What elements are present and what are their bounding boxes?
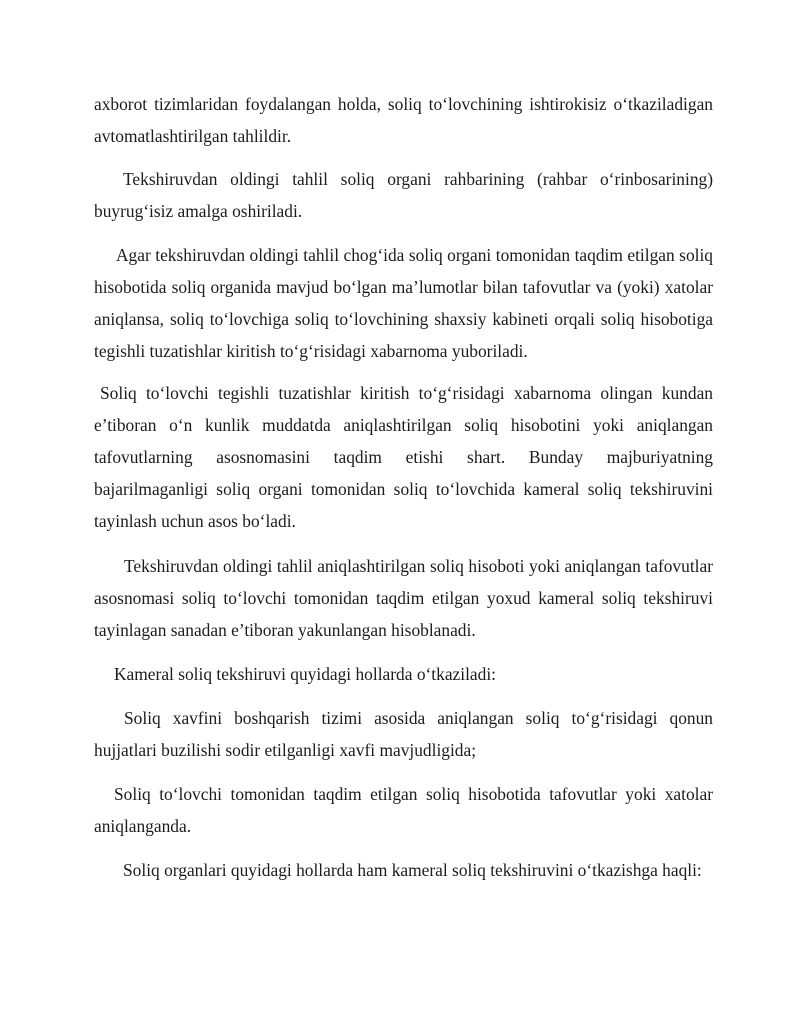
- paragraph-discrepancy-notice: Agar tekshiruvdan oldingi tahlil chog‘ida soliq organi tomonidan taqdim etilgan soliq hisobotida soliq organida mavjud bo‘lgan ma’lumotlar bilan tafovutlar va (yoki) xatolar aniqlansa, soliq to‘lovchiga soliq to‘lovchining shaxsiy kabineti orqali soliq hisobotiga tegishli tuzatishlar kiritish to‘g‘risidagi xabarnoma yuboriladi.: [94, 245, 713, 361]
- paragraph-correction-deadline: Soliq to‘lovchi tegishli tuzatishlar kiritish to‘g‘risidagi xabarnoma olingan kundan e’tiboran o‘n kunlik muddatda aniqlashtirilgan soliq hisobotini yoki aniqlangan tafovutlarning asosnomasini taqdim etishi shart. Bunday majburiyatning bajarilmaganligi soliq organi tomonidan soliq to‘lovchida kameral soliq tekshiruvini tayinlash uchun asos bo‘ladi.: [94, 383, 713, 531]
- paragraph-pre-audit-without-order: Tekshiruvdan oldingi tahlil soliq organi rahbarining (rahbar o‘rinbosarining) buyrug‘isiz amalga oshiriladi.: [94, 169, 713, 221]
- paragraph-report-errors-case: Soliq to‘lovchi tomonidan taqdim etilgan soliq hisobotida tafovutlar yoki xatolar aniqlanganda.: [94, 784, 713, 836]
- paragraph-continuation: axborot tizimlaridan foydalangan holda, soliq to‘lovchining ishtirokisiz o‘tkaziladigan avtomatlashtirilgan tahlildir.: [94, 94, 713, 146]
- paragraph-risk-management-case: Soliq xavfini boshqarish tizimi asosida aniqlangan soliq to‘g‘risidagi qonun hujjatlari buzilishi sodir etilganligi xavfi mavjudligida;: [94, 708, 713, 760]
- paragraph-desk-audit-cases-intro: Kameral soliq tekshiruvi quyidagi hollarda o‘tkaziladi:: [114, 664, 497, 684]
- paragraph-additional-cases-intro: Soliq organlari quyidagi hollarda ham kameral soliq tekshiruvini o‘tkazishga haqli:: [123, 860, 702, 880]
- paragraph-analysis-completion: Tekshiruvdan oldingi tahlil aniqlashtirilgan soliq hisoboti yoki aniqlangan tafovutlar asosnomasi soliq to‘lovchi tomonidan taqdim etilgan yoxud kameral soliq tekshiruvi tayinlagan sanadan e’tiboran yakunlangan hisoblanadi.: [94, 556, 713, 640]
- document-body: [94, 88, 713, 886]
